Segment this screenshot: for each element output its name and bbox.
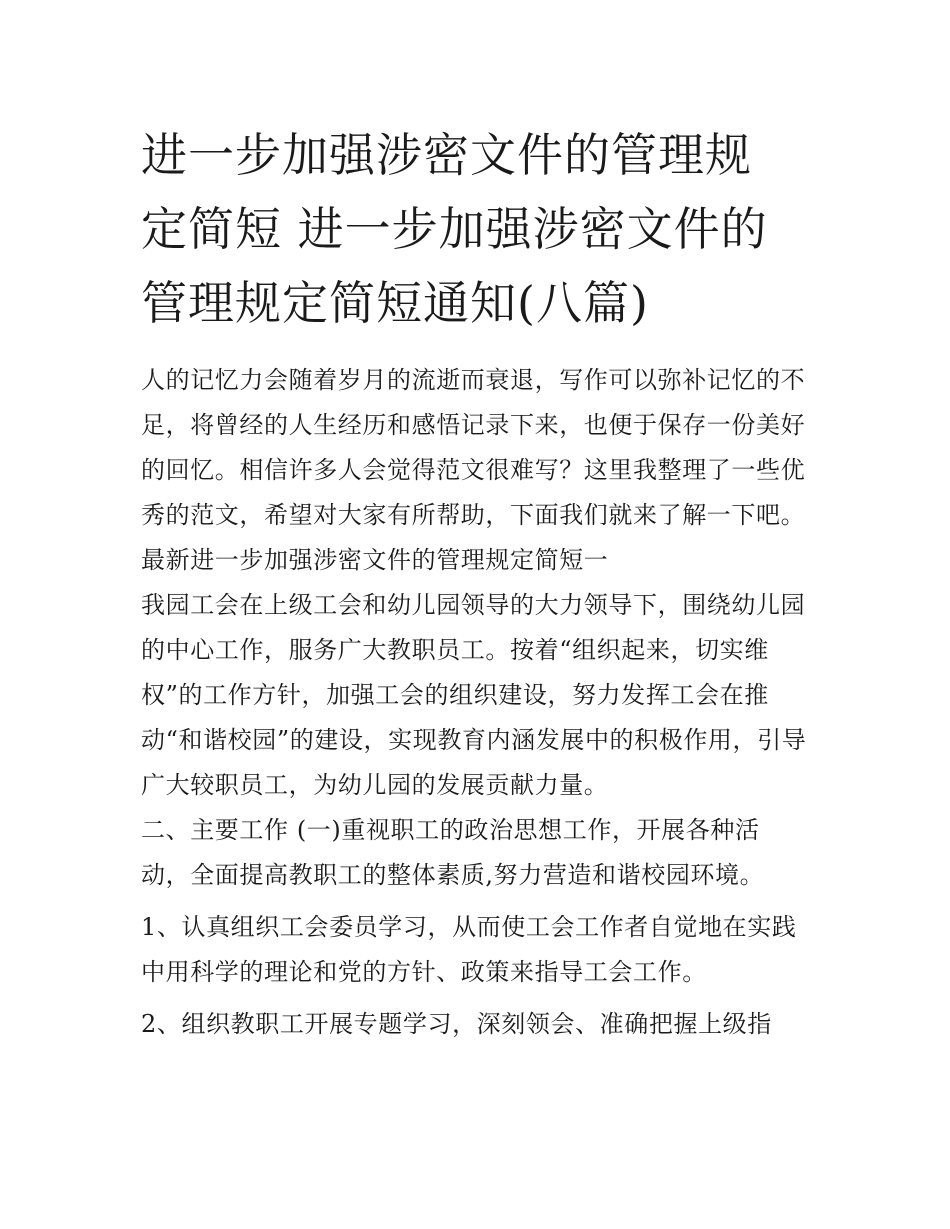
title-line: 进一步加强涉密文件的管理规	[141, 128, 752, 182]
body-line: 动“和谐校园”的建设，实现教育内涵发展中的积极作用，引导	[141, 726, 807, 754]
document-content	[141, 118, 819, 1047]
list-item-1: 1、认真组织工会委员学习，从而使工会工作者自觉地在实践	[141, 913, 797, 941]
title-line: 定简短 进一步加强涉密文件的	[141, 202, 768, 256]
section-heading: 最新进一步加强涉密文件的管理规定简短一	[141, 546, 609, 574]
body-line: 中用科学的理论和党的方针、政策来指导工会工作。	[141, 958, 707, 986]
body-line: 秀的范文，希望对大家有所帮助，下面我们就来了解一下吧。	[141, 501, 806, 529]
body-line: 足，将曾经的人生经历和感悟记录下来，也便于保存一份美好	[141, 411, 806, 439]
body-line: 二、主要工作 (一)重视职工的政治思想工作，开展各种活	[141, 816, 760, 844]
title-line: 管理规定简短通知(八篇)	[141, 276, 649, 330]
document-title	[141, 118, 819, 340]
body-line: 人的记忆力会随着岁月的流逝而衰退，写作可以弥补记忆的不	[141, 366, 806, 394]
body-line: 动，全面提高教职工的整体素质,努力营造和谐校园环境。	[141, 861, 765, 889]
body-line: 我园工会在上级工会和幼儿园领导的大力领导下，围绕幼儿园	[141, 591, 806, 619]
body-line: 广大较职员工，为幼儿园的发展贡献力量。	[141, 771, 609, 799]
body-line: 权”的工作方针，加强工会的组织建设，努力发挥工会在推	[141, 681, 769, 709]
body-line: 的回忆。相信许多人会觉得范文很难写？这里我整理了一些优	[141, 456, 806, 484]
list-item-2: 2、组织教职工开展专题学习，深刻领会、准确把握上级指	[141, 1010, 772, 1038]
body-line: 的中心工作，服务广大教职员工。按着“组织起来，切实维	[141, 636, 769, 664]
document-body	[141, 358, 819, 1047]
